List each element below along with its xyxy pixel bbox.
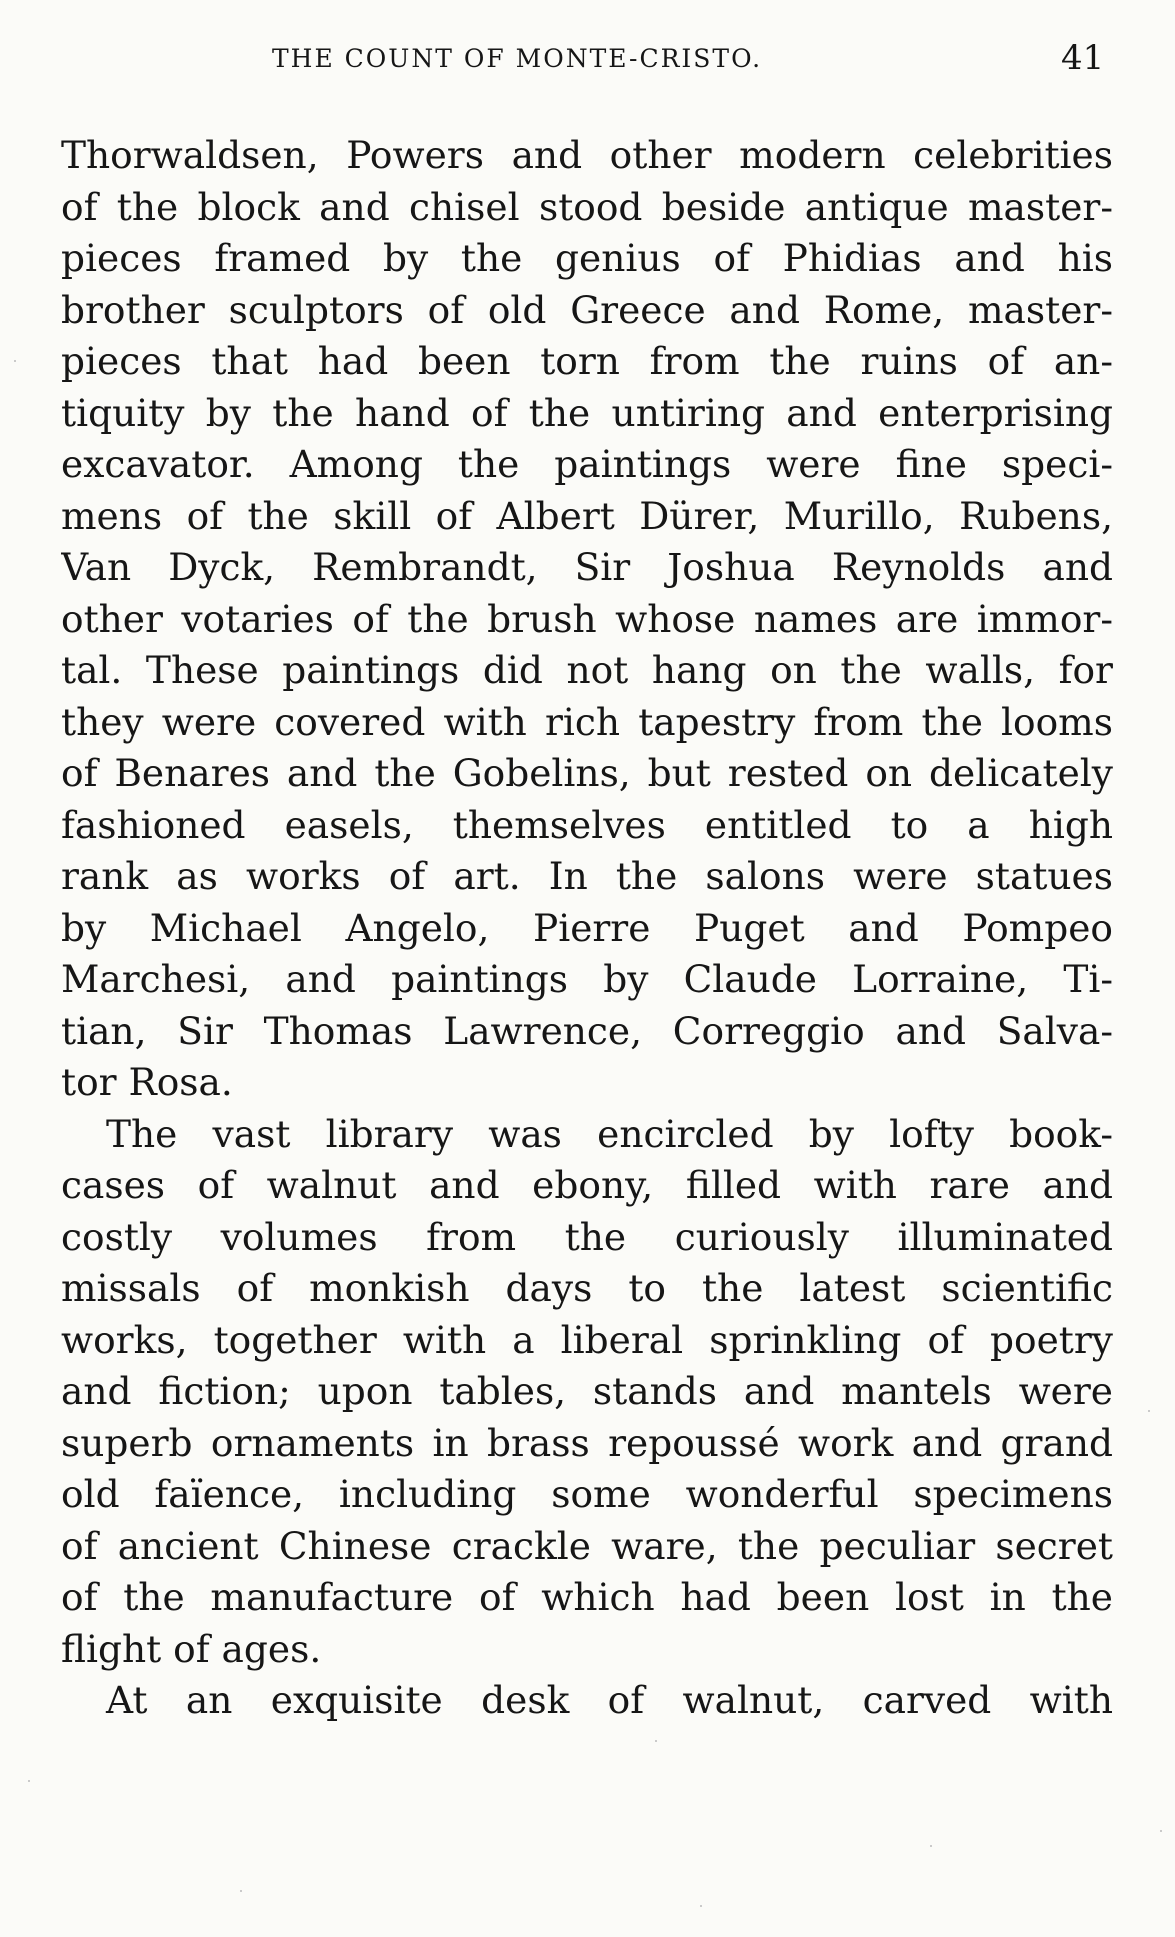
paper-speck	[655, 1740, 657, 1742]
text-line: tor Rosa.	[61, 1060, 233, 1104]
paper-speck	[700, 1905, 702, 1907]
text-line: of Benares and the Gobelins, but rested on delicately	[61, 751, 1113, 795]
text-line: by Michael Angelo, Pierre Puget and Pompeo	[61, 905, 1113, 950]
text-line: tal. These paintings did not hang on the walls, for	[61, 648, 1113, 692]
paragraph	[61, 1109, 1113, 1676]
text-line: and fiction; upon tables, stands and mantels were	[61, 1369, 1113, 1413]
text-line: of the manufacture of which had been lost in the	[61, 1575, 1113, 1619]
text-line: old faïence, including some wonderful specimens	[61, 1472, 1113, 1516]
text-line: costly volumes from the curiously illuminated	[61, 1214, 1113, 1259]
text-line: fashioned easels, themselves entitled to a high	[61, 802, 1113, 847]
text-line: excavator. Among the paintings were fine speci-	[61, 442, 1113, 486]
paper-speck	[28, 1780, 30, 1782]
text-line: rank as works of art. In the salons were statues	[61, 854, 1113, 898]
paper-speck	[14, 360, 16, 362]
text-line: At an exquisite desk of walnut, carved with	[106, 1678, 1113, 1722]
text-line: pieces framed by the genius of Phidias and his	[61, 236, 1113, 280]
text-line: brother sculptors of old Greece and Rome, master-	[61, 287, 1113, 332]
running-title: THE COUNT OF MONTE-CRISTO.	[272, 44, 763, 73]
body-text	[61, 130, 1113, 1727]
running-head	[0, 38, 1175, 78]
text-line: pieces that had been torn from the ruins of an-	[61, 339, 1113, 383]
paragraph	[61, 130, 1113, 1109]
text-line: flight of ages.	[61, 1626, 322, 1671]
text-line: Thorwaldsen, Powers and other modern celebrities	[61, 133, 1113, 177]
text-line: missals of monkish days to the latest scientific	[61, 1266, 1113, 1310]
text-line: Marchesi, and paintings by Claude Lorraine, Ti-	[61, 957, 1113, 1001]
text-line: works, together with a liberal sprinkling of poetry	[61, 1317, 1113, 1362]
text-line: mens of the skill of Albert Dürer, Murillo, Rubens,	[61, 493, 1113, 538]
text-line: The vast library was encircled by lofty book-	[106, 1111, 1113, 1156]
text-line: superb ornaments in brass repoussé work and grand	[61, 1420, 1113, 1465]
paragraph	[61, 1675, 1113, 1727]
paper-speck	[930, 1845, 932, 1847]
paper-speck	[240, 1890, 242, 1892]
paper-speck	[1160, 1830, 1162, 1832]
text-line: Van Dyck, Rembrandt, Sir Joshua Reynolds and	[61, 545, 1113, 589]
text-line: tiquity by the hand of the untiring and enterprising	[61, 390, 1113, 435]
text-line: tian, Sir Thomas Lawrence, Correggio and Salva-	[61, 1008, 1113, 1053]
text-line: of ancient Chinese crackle ware, the peculiar secret	[61, 1523, 1113, 1568]
text-line: of the block and chisel stood beside antique master-	[61, 184, 1113, 229]
text-line: they were covered with rich tapestry from the looms	[61, 699, 1113, 744]
paper-speck	[1148, 1410, 1150, 1412]
text-line: other votaries of the brush whose names are immor-	[61, 596, 1113, 641]
page-number: 41	[1061, 38, 1105, 78]
text-line: cases of walnut and ebony, filled with rare and	[61, 1163, 1113, 1207]
